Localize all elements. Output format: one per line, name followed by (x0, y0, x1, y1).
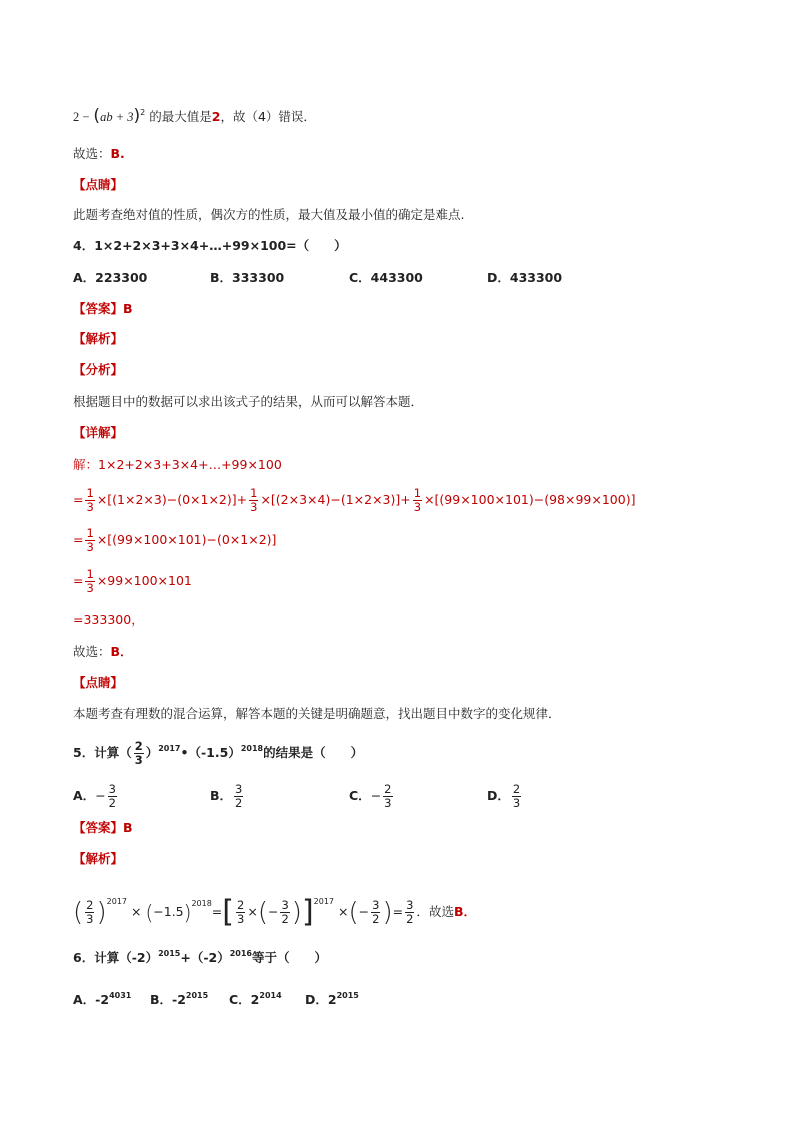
q6-option-a: A．$-2^{4031}$ (73, 991, 132, 1007)
fraction-one-third: $\frac{1}{3}$ (86, 486, 94, 514)
q6-stem: 6．计算$(-2)^{2015}+(-2)^{2016}$等于（ ） (73, 949, 327, 965)
fraction-two-thirds: $\frac{2}{3}$ (134, 739, 143, 767)
q4-step1: = $\frac{1}{3}$ ×[(1×2×3)−(0×1×2)]+ $\frac{1}{3}$ ×[(2×3×4)−(1×2×3)]+ $\frac{1}{3}$ ×[(99×100×101)−(98×99×100)] (73, 486, 636, 514)
q4-comment: 本题考查有理数的混合运算，解答本题的关键是明确题意，找出题目中数字的变化规律． (73, 706, 561, 721)
max-value: 2 (211, 109, 221, 124)
q4-fenxi: 根据题目中的数据可以求出该式子的结果，从而可以解答本题． (73, 394, 424, 409)
q5-solution: ( $\frac{2}{3}$ )$^{2017} \times (-1.5)^{2018}=$[ $\frac{2}{3}$ ×(− $\frac{3}{2}$ )]$^{2017}$ ×(− $\frac{3}{2}$ )= $\frac{3}{2}$ ．故选B． (73, 894, 476, 930)
q4-analysis-tag: 【解析】 (73, 331, 124, 346)
q3-choice: 故选：B. (73, 146, 125, 161)
fraction-one-third: $\frac{1}{3}$ (413, 486, 422, 514)
q4-choice: 故选：B． (73, 644, 133, 659)
q6-option-c: C．$2^{2014}$ (229, 991, 282, 1007)
q4-answer: 【答案】B (73, 301, 133, 316)
q4-fenxi-tag: 【分析】 (73, 362, 124, 377)
q4-solution-expr: 解：1×2+2×3+3×4+…+99×100 (73, 457, 282, 472)
fraction-one-third: $\frac{1}{3}$ (250, 486, 258, 514)
fraction-one-third: $\frac{1}{3}$ (86, 526, 94, 554)
q4-comment-tag: 【点睛】 (73, 675, 124, 690)
q5-analysis-tag: 【解析】 (73, 851, 124, 866)
q4-result: =333300， (73, 612, 144, 627)
fraction-one-third: $\frac{1}{3}$ (86, 567, 94, 595)
q5-option-a: A．− $\frac{3}{2}$ (73, 782, 116, 810)
q6-option-b: B．$-2^{2015}$ (150, 991, 209, 1007)
q3-comment: 此题考查绝对值的性质，偶次方的性质，最大值及最小值的确定是难点. (73, 207, 465, 222)
q3-comment-tag: 【点睛】 (73, 177, 124, 192)
q4-option-b: B．333300 (210, 270, 285, 285)
formula-paren: ab + 3 (100, 110, 134, 124)
q6-option-d: D．$2^{2015}$ (305, 991, 359, 1007)
q4-option-d: D．433300 (487, 270, 563, 285)
formula-lead: 2 − (73, 110, 90, 124)
q5-option-d: D． $\frac{2}{3}$ (487, 782, 521, 810)
q5-option-c: C．− $\frac{2}{3}$ (349, 782, 392, 810)
q5-option-b: B． $\frac{3}{2}$ (210, 782, 243, 810)
q4-stem: 4．1×2+2×3+3×4+…+99×100=（ ） (73, 238, 347, 253)
q4-step2: = $\frac{1}{3}$ ×[(99×100×101)−(0×1×2)] (73, 526, 277, 554)
q5-stem: 5．计算（ $\frac{2}{3}$ ）$^{2017}•(-1.5)^{2018}$的结果是（ ） (73, 739, 364, 767)
q4-step3: = $\frac{1}{3}$ ×99×100×101 (73, 567, 192, 595)
q4-option-a: A．223300 (73, 270, 148, 285)
q5-answer: 【答案】B (73, 820, 133, 835)
q4-detail-tag: 【详解】 (73, 425, 124, 440)
q4-option-c: C．443300 (349, 270, 423, 285)
formula-line: 2 − (ab + 3)$^2$ 的最大值是2，故（4）错误． (73, 106, 316, 126)
